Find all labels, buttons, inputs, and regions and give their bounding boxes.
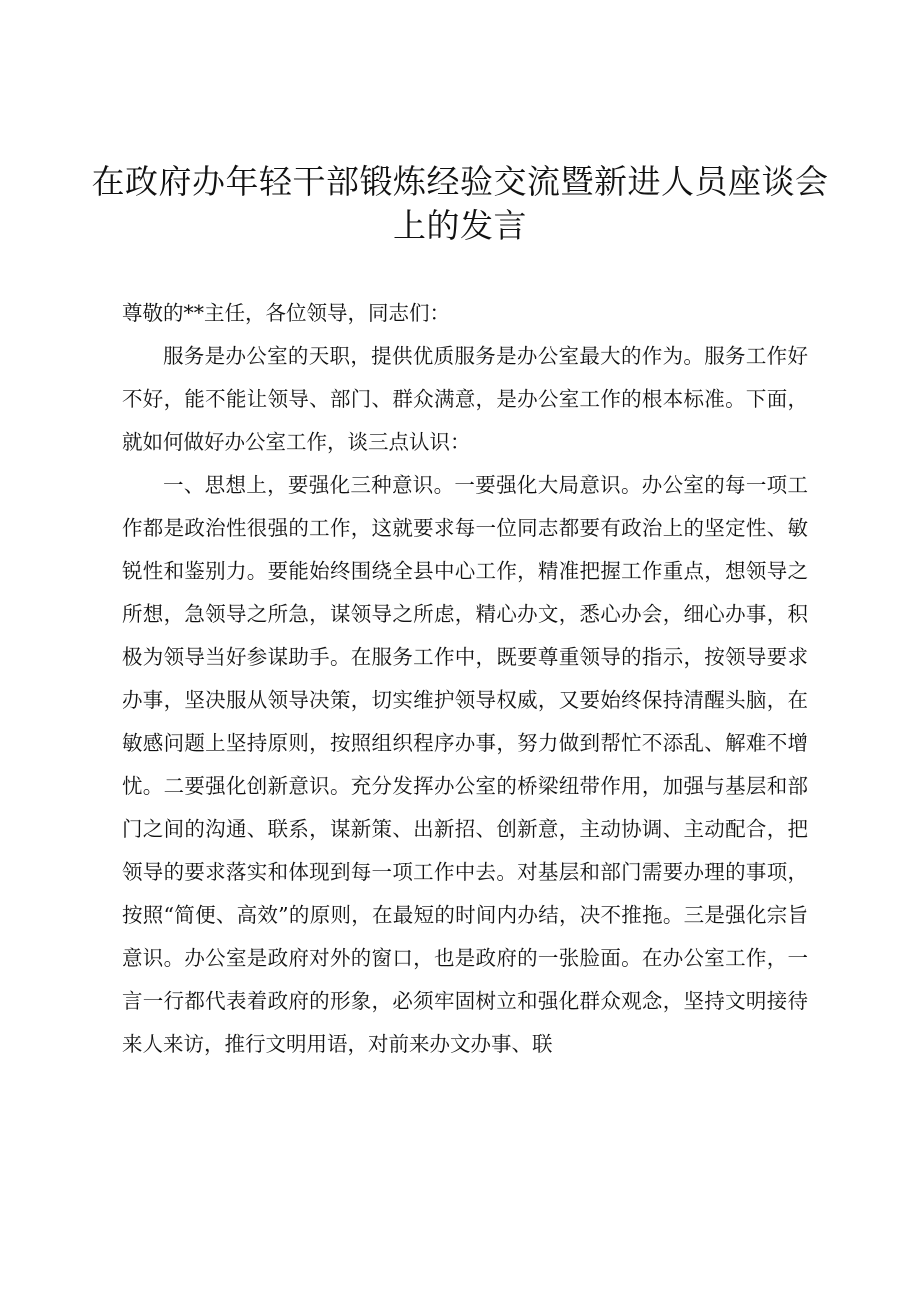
document-body bbox=[122, 292, 808, 1066]
paragraph-intro: 服务是办公室的天职，提供优质服务是办公室最大的作为。服务工作好不好，能不能让领导、部门、群众满意，是办公室工作的根本标准。下面，就如何做好办公室工作，谈三点认识： bbox=[122, 344, 808, 454]
salutation: 尊敬的**主任，各位领导，同志们： bbox=[122, 301, 450, 325]
paragraph-section-one: 一、思想上，要强化三种意识。一要强化大局意识。办公室的每一项工作都是政治性很强的工作，这就要求每一位同志都要有政治上的坚定性、敏锐性和鉴别力。要能始终围绕全县中心工作，精准把握工作重点，想领导之所想，急领导之所急，谋领导之所虑，精心办文，悉心办会，细心办事，积极为领导当好参谋助手。在服务工作中，既要尊重领导的指示，按领导要求办事，坚决服从领导决策，切实维护领导权威，又要始终保持清醒头脑，在敏感问题上坚持原则，按照组织程序办事，努力做到帮忙不添乱、解难不增忧。二要强化创新意识。充分发挥办公室的桥梁纽带作用，加强与基层和部门之间的沟通、联系，谋新策、出新招、创新意，主动协调、主动配合，把领导的要求落实和体现到每一项工作中去。对基层和部门需要办理的事项，按照“简便、高效”的原则，在最短的时间内办结，决不推拖。三是强化宗旨意识。办公室是政府对外的窗口，也是政府的一张脸面。在办公室工作，一言一行都代表着政府的形象，必须牢固树立和强化群众观念，坚持文明接待来人来访，推行文明用语，对前来办文办事、联 bbox=[122, 473, 808, 1056]
document-title: 在政府办年轻干部锻炼经验交流暨新进人员座谈会上的发言 bbox=[91, 162, 829, 245]
